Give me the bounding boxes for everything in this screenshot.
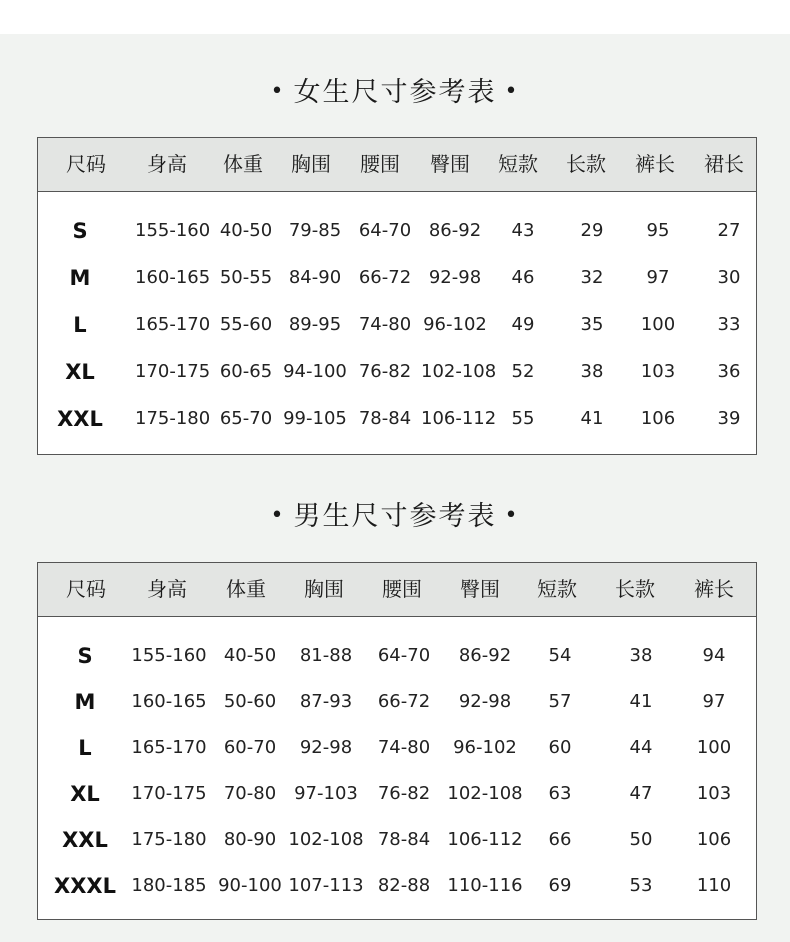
size-label: M [69, 266, 91, 290]
table-cell: 60-65 [219, 361, 273, 382]
column-header: 身高 [147, 152, 187, 176]
table-cell: 76-82 [358, 361, 412, 382]
table-cell: 64-70 [358, 220, 412, 241]
table-cell: 102-108 [447, 783, 523, 804]
table-cell: 160-165 [135, 267, 211, 288]
table-cell: 110-116 [447, 875, 523, 896]
table-cell: 90-100 [218, 875, 282, 896]
size-label: L [73, 313, 87, 337]
table-cell: 38 [629, 645, 653, 666]
table-cell: 180-185 [131, 875, 207, 896]
table-cell: 53 [629, 875, 653, 896]
table-cell: 92-98 [299, 737, 353, 758]
table-cell: 69 [548, 875, 572, 896]
table-cell: 81-88 [299, 645, 353, 666]
column-header: 短款 [537, 577, 577, 601]
table-cell: 82-88 [377, 875, 431, 896]
table-row [38, 633, 756, 679]
title-bullet-right: • [504, 79, 520, 104]
table-cell: 66-72 [358, 267, 412, 288]
table-cell: 94-100 [283, 361, 347, 382]
size-label: S [77, 644, 93, 668]
table-cell: 64-70 [377, 645, 431, 666]
column-header: 胸围 [304, 577, 344, 601]
table-cell: 50-60 [223, 691, 277, 712]
column-header: 臀围 [430, 152, 470, 176]
table-cell: 54 [548, 645, 572, 666]
table-cell: 86-92 [428, 220, 482, 241]
table-cell: 32 [580, 267, 604, 288]
table-cell: 55-60 [219, 314, 273, 335]
table-row [38, 208, 756, 254]
size-label: M [74, 690, 96, 714]
column-header: 腰围 [360, 152, 400, 176]
column-header: 臀围 [460, 577, 500, 601]
size-label: L [78, 736, 92, 760]
table-cell: 49 [511, 314, 535, 335]
column-header: 体重 [226, 577, 266, 601]
table-cell: 78-84 [377, 829, 431, 850]
table-cell: 79-85 [288, 220, 342, 241]
table-cell: 76-82 [377, 783, 431, 804]
men-size-table [37, 562, 757, 920]
table-row [38, 679, 756, 725]
women-table-header [38, 138, 756, 192]
table-cell: 39 [717, 408, 741, 429]
women-size-table [37, 137, 757, 455]
table-cell: 170-175 [135, 361, 211, 382]
table-cell: 74-80 [377, 737, 431, 758]
table-cell: 100 [640, 314, 676, 335]
column-header: 裙长 [704, 152, 744, 176]
column-header: 短款 [498, 152, 538, 176]
size-label: XL [65, 360, 95, 384]
table-cell: 106 [696, 829, 732, 850]
column-header: 裤长 [694, 577, 734, 601]
title-bullet-left: • [270, 79, 286, 104]
table-cell: 80-90 [223, 829, 277, 850]
table-cell: 155-160 [135, 220, 211, 241]
table-cell: 106-112 [421, 408, 497, 429]
men-section-title [0, 494, 790, 533]
table-cell: 41 [580, 408, 604, 429]
table-cell: 35 [580, 314, 604, 335]
table-cell: 87-93 [299, 691, 353, 712]
size-label: XL [70, 782, 100, 806]
column-header: 尺码 [66, 577, 106, 601]
title-bullet-left: • [270, 503, 286, 528]
table-cell: 27 [717, 220, 741, 241]
table-cell: 38 [580, 361, 604, 382]
table-cell: 106 [640, 408, 676, 429]
table-cell: 106-112 [447, 829, 523, 850]
table-cell: 103 [696, 783, 732, 804]
table-cell: 110 [696, 875, 732, 896]
table-row [38, 302, 756, 348]
table-cell: 29 [580, 220, 604, 241]
women-section-title [0, 70, 790, 109]
table-cell: 78-84 [358, 408, 412, 429]
column-header: 长款 [615, 577, 655, 601]
table-cell: 95 [646, 220, 670, 241]
table-cell: 103 [640, 361, 676, 382]
women-title-text: 女生尺寸参考表 [293, 77, 497, 108]
column-header: 腰围 [382, 577, 422, 601]
table-cell: 96-102 [423, 314, 487, 335]
table-cell: 100 [696, 737, 732, 758]
table-cell: 94 [702, 645, 726, 666]
table-cell: 155-160 [131, 645, 207, 666]
column-header: 尺码 [66, 152, 106, 176]
table-cell: 30 [717, 267, 741, 288]
table-cell: 46 [511, 267, 535, 288]
table-cell: 175-180 [135, 408, 211, 429]
column-header: 裤长 [635, 152, 675, 176]
size-label: XXXL [54, 874, 116, 898]
table-cell: 36 [717, 361, 741, 382]
table-row [38, 725, 756, 771]
men-table-header [38, 563, 756, 617]
table-cell: 63 [548, 783, 572, 804]
table-cell: 97 [702, 691, 726, 712]
table-cell: 89-95 [288, 314, 342, 335]
table-cell: 40-50 [219, 220, 273, 241]
table-cell: 41 [629, 691, 653, 712]
table-cell: 160-165 [131, 691, 207, 712]
column-header: 胸围 [291, 152, 331, 176]
table-row [38, 771, 756, 817]
table-cell: 43 [511, 220, 535, 241]
table-cell: 47 [629, 783, 653, 804]
table-cell: 65-70 [219, 408, 273, 429]
table-cell: 70-80 [223, 783, 277, 804]
table-cell: 96-102 [453, 737, 517, 758]
table-cell: 97-103 [294, 783, 358, 804]
table-cell: 102-108 [288, 829, 364, 850]
table-cell: 44 [629, 737, 653, 758]
table-row [38, 863, 756, 909]
size-label: S [72, 219, 88, 243]
size-label: XXL [57, 407, 103, 431]
table-cell: 60 [548, 737, 572, 758]
table-cell: 99-105 [283, 408, 347, 429]
table-cell: 84-90 [288, 267, 342, 288]
table-cell: 50 [629, 829, 653, 850]
top-band [0, 0, 790, 34]
column-header: 身高 [147, 577, 187, 601]
table-cell: 92-98 [428, 267, 482, 288]
table-cell: 175-180 [131, 829, 207, 850]
title-bullet-right: • [504, 503, 520, 528]
size-label: XXL [62, 828, 108, 852]
table-cell: 97 [646, 267, 670, 288]
table-cell: 57 [548, 691, 572, 712]
table-row [38, 817, 756, 863]
table-cell: 33 [717, 314, 741, 335]
table-cell: 86-92 [458, 645, 512, 666]
table-cell: 107-113 [288, 875, 364, 896]
table-cell: 60-70 [223, 737, 277, 758]
table-cell: 50-55 [219, 267, 273, 288]
table-cell: 74-80 [358, 314, 412, 335]
table-cell: 102-108 [421, 361, 497, 382]
table-row [38, 396, 756, 442]
table-cell: 170-175 [131, 783, 207, 804]
table-row [38, 255, 756, 301]
table-cell: 66 [548, 829, 572, 850]
table-cell: 66-72 [377, 691, 431, 712]
table-cell: 40-50 [223, 645, 277, 666]
table-cell: 52 [511, 361, 535, 382]
column-header: 体重 [223, 152, 263, 176]
table-cell: 92-98 [458, 691, 512, 712]
men-title-text: 男生尺寸参考表 [293, 501, 497, 532]
table-row [38, 349, 756, 395]
table-cell: 165-170 [135, 314, 211, 335]
table-cell: 55 [511, 408, 535, 429]
table-cell: 165-170 [131, 737, 207, 758]
column-header: 长款 [566, 152, 606, 176]
